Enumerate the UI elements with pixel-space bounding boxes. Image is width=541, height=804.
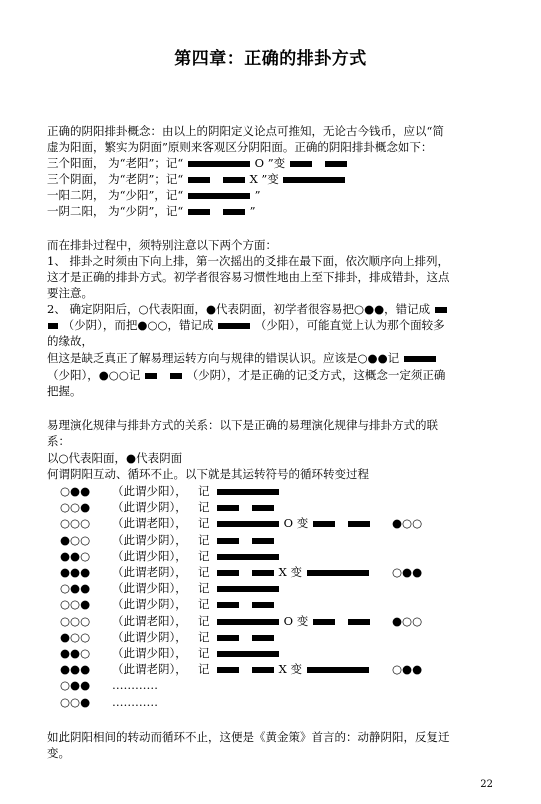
cycle-description: （此谓老阴）， [112, 662, 187, 677]
paragraph-line: 这才是正确的排卦方式。初学者很容易习惯性地由上至下排卦，排成错卦，这点 [47, 270, 450, 284]
paragraph-line: 系： [47, 434, 70, 448]
paragraph-text: 2、 确定阴阳后，○代表阳面，●代表阴面，初学者很容易把○●●，错记成 [47, 302, 431, 316]
cycle-description: （此谓少阳）， [112, 548, 187, 563]
ji-label: 记 [198, 629, 210, 644]
yang-line-mark [306, 565, 370, 579]
coin-faces: ○○● [60, 694, 91, 709]
coin-faces: ○●● [60, 678, 91, 693]
yang-line-mark [187, 156, 251, 170]
paragraph-line: 如此阴阳相间的转动而循环不止，这便是《黄金策》首言的：动静阴阳，反复迁 [47, 730, 450, 744]
yang-line-mark [216, 614, 280, 628]
ji-label: 记 [198, 500, 210, 515]
change-label: X 变 [274, 662, 306, 677]
paragraph-line [47, 367, 445, 383]
cycle-row [60, 677, 158, 693]
cycle-description: （此谓少阴）， [112, 629, 187, 644]
yang-line-mark [216, 516, 280, 530]
paragraph-line [47, 317, 445, 333]
cycle-description: （此谓老阳）， [112, 516, 187, 531]
ji-label: 记 [198, 597, 210, 612]
ji-label: 记 [198, 662, 210, 677]
paragraph-text: （少阳），●○○记 [47, 368, 141, 382]
cycle-description: （此谓老阳）， [112, 613, 187, 628]
result-faces: ○●● [392, 662, 423, 677]
cycle-description: （此谓少阴）， [112, 597, 187, 612]
page-number: 22 [480, 779, 493, 790]
yao-rule-lao-yin [47, 171, 346, 187]
paragraph-line: 何谓阴阳互动、循环不止。以下就是其运转符号的循环转变过程 [47, 467, 369, 481]
cycle-row [60, 661, 423, 677]
yang-line-mark [217, 318, 251, 332]
paragraph-line [47, 350, 437, 366]
cycle-row [60, 515, 423, 531]
cycle-row [60, 532, 275, 548]
coin-faces: ○○● [60, 597, 91, 612]
cycle-description: （此谓少阴）， [112, 500, 187, 515]
cycle-row [60, 499, 275, 515]
yin-line-mark [312, 614, 371, 628]
yao-rule-shao-yin [47, 203, 255, 219]
ji-label: 记 [198, 613, 210, 628]
paragraph-line: 变。 [47, 746, 70, 760]
yin-line-mark [312, 516, 371, 530]
rule-label: ” [249, 204, 256, 218]
rule-label: 三个阳面， 为“老阳”；记“ [47, 156, 184, 170]
cycle-description: （此谓少阳）， [112, 581, 187, 596]
cycle-description: （此谓少阴）， [112, 532, 187, 547]
change-label: O 变 [280, 613, 312, 628]
rule-label: 一阴二阳， 为“少阴”，记“ [47, 204, 184, 218]
paragraph-text: 但这是缺乏真正了解易理运转方向与规律的错误认识。应该是○●●记 [47, 351, 400, 365]
coin-faces: ●○○ [60, 532, 91, 547]
rule-label: ” [254, 188, 261, 202]
paragraph-line: 而在排卦过程中，须特别注意以下两个方面： [47, 238, 277, 252]
cycle-row [60, 483, 280, 499]
cycle-description: （此谓少阳）， [112, 484, 187, 498]
rule-label: 一阳二阴， 为“少阳”，记“ [47, 188, 184, 202]
yin-line-mark [216, 533, 275, 547]
ji-label: 记 [198, 565, 210, 579]
paragraph-line: 要注意。 [47, 286, 93, 300]
yin-line-mark [216, 565, 275, 579]
cycle-description: （此谓老阴）， [112, 565, 187, 579]
yao-rule-shao-yang [47, 187, 261, 203]
chapter-title: 第四章：正确的排卦方式 [174, 49, 367, 69]
paragraph-line: 的缘故， [47, 334, 93, 348]
yin-line-mark [187, 204, 246, 218]
paragraph-text: （少阳），可能直觉上认为那个面较多 [254, 318, 445, 332]
coin-faces: ●●○ [60, 646, 91, 660]
cycle-row [60, 613, 423, 629]
paragraph-line [47, 301, 448, 317]
coin-faces: ○○● [60, 500, 91, 515]
result-faces: ●○○ [392, 516, 423, 531]
ji-label: 记 [198, 532, 210, 547]
rule-label: 三个阴面， 为“老阴”；记“ [47, 172, 184, 186]
change-label: X 变 [274, 565, 306, 579]
yang-line-mark [216, 581, 280, 595]
yao-rule-lao-yang [47, 155, 348, 171]
cycle-row [60, 564, 423, 580]
yin-line-mark [216, 630, 275, 644]
paragraph-line: 正确的阴阳排卦概念：由以上的阴阳定义论点可推知，无论古今钱币，应以“简 [47, 124, 444, 138]
yang-line-mark [216, 646, 280, 660]
yang-line-mark [187, 188, 251, 202]
yang-line-mark [282, 172, 346, 186]
ji-label: 记 [198, 646, 210, 660]
coin-faces: ●●● [60, 565, 91, 579]
yin-line-mark [289, 156, 348, 170]
coin-faces: ○●● [60, 581, 91, 596]
yin-line-mark [187, 172, 246, 186]
result-faces: ●○○ [392, 613, 423, 628]
cycle-row [60, 548, 280, 564]
cycle-description: ………… [112, 678, 158, 693]
cycle-row [60, 694, 158, 710]
coin-faces: ○○○ [60, 613, 91, 628]
yang-line-mark [403, 351, 437, 365]
yang-line-mark [216, 549, 280, 563]
result-faces: ○●● [392, 565, 423, 579]
rule-label: O ”变 [254, 156, 286, 170]
coin-faces: ○○○ [60, 516, 91, 531]
yang-line-mark [216, 484, 280, 498]
cycle-description: ………… [112, 694, 158, 709]
coin-faces: ●●● [60, 662, 91, 677]
yin-line-mark [216, 662, 275, 676]
ji-label: 记 [198, 484, 210, 498]
yin-line-mark [216, 500, 275, 514]
ji-label: 记 [198, 516, 210, 531]
coin-faces: ○●● [60, 484, 91, 498]
yin-line-mark [434, 302, 448, 316]
yin-line-mark [216, 597, 275, 611]
ji-label: 记 [198, 581, 210, 596]
paragraph-line: 易理演化规律与排卦方式的关系：以下是正确的易理演化规律与排卦方式的联 [47, 418, 438, 432]
yang-line-mark [306, 662, 370, 676]
paragraph-line: 把握。 [47, 384, 82, 398]
yin-line-mark [144, 368, 183, 382]
coin-faces: ●○○ [60, 629, 91, 644]
paragraph-line: 虚为阳面，繁实为阴面”原则来客观区分阴阳面。正确的阴阳排卦概念如下： [47, 140, 433, 154]
paragraph-text: （少阴），才是正确的记爻方式，这概念一定须正确 [186, 368, 446, 382]
cycle-row [60, 580, 280, 596]
paragraph-text: （少阴），而把●○○，错记成 [62, 318, 214, 332]
paragraph-line: 1、 排卦之时须由下向上排，第一次摇出的爻排在最下面，依次顺序向上排列， [47, 254, 449, 268]
rule-label: X ”变 [249, 172, 279, 186]
cycle-description: （此谓少阳）， [112, 646, 187, 660]
change-label: O 变 [280, 516, 312, 531]
cycle-row [60, 629, 275, 645]
cycle-row [60, 596, 275, 612]
yin-line-mark [47, 318, 59, 332]
coin-faces: ●●○ [60, 548, 91, 563]
paragraph-line: 以○代表阳面，●代表阴面 [47, 451, 183, 465]
ji-label: 记 [198, 548, 210, 563]
cycle-row [60, 645, 280, 661]
